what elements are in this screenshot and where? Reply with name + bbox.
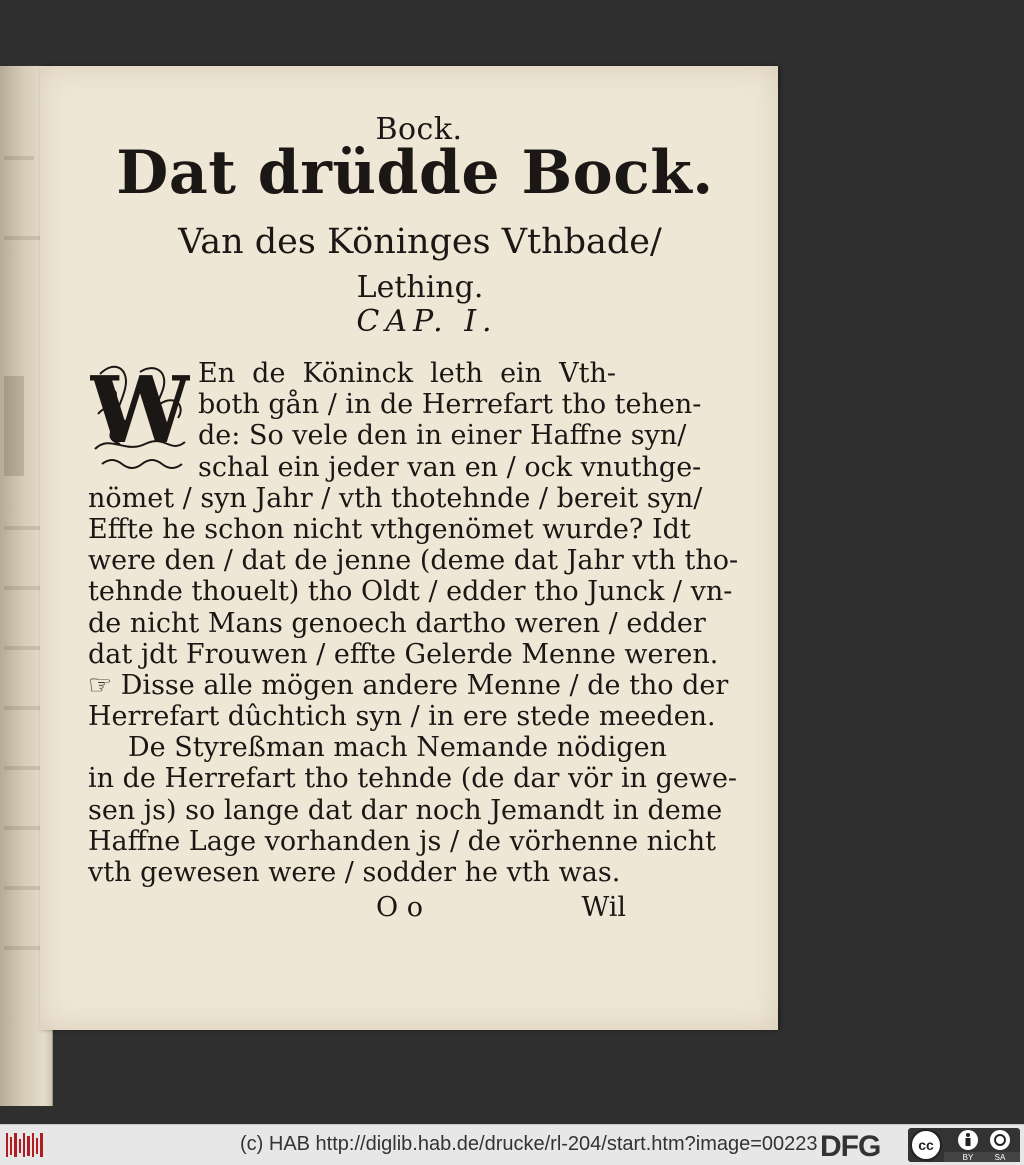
barcode-icon xyxy=(6,1131,46,1159)
book-page xyxy=(40,66,778,1030)
text-line: En de Köninck leth ein Vth- xyxy=(198,358,616,389)
text-line: Effte he schon nicht vthgenömet wurde? Idt xyxy=(88,513,691,545)
text-line: nömet / syn Jahr / vth thotehnde / bereit syn/ xyxy=(88,482,703,514)
copyright-link[interactable]: (c) HAB http://diglib.hab.de/drucke/rl-204/start.htm?image=00223 xyxy=(240,1133,818,1155)
chapter-heading: CAP. I. xyxy=(356,304,498,339)
page-title: Dat drüdde Bock. xyxy=(116,138,714,208)
cc-icon xyxy=(911,1130,941,1160)
text-line: ☞ Disse alle mögen andere Menne / de tho der xyxy=(88,669,729,701)
text-line: de: So vele den in einer Haffne syn/ xyxy=(198,420,687,452)
text-line: sen js) so lange dat dar noch Jemandt in deme xyxy=(88,794,723,826)
by-icon xyxy=(958,1130,978,1150)
text-line: de nicht Mans genoech dartho weren / edder xyxy=(88,607,706,639)
subtitle-line-1: Van des Köninges Vthbade/ xyxy=(178,222,662,262)
license-by-label: BY xyxy=(962,1153,974,1162)
page-footer-marks xyxy=(376,892,626,926)
text-line: tehnde thouelt) tho Oldt / edder tho Junck / vn- xyxy=(88,576,733,608)
svg-text:cc: cc xyxy=(918,1137,934,1153)
footer-bar xyxy=(0,1124,1024,1165)
catchword: Wil xyxy=(581,892,626,923)
text-line: Herrefart dûchtich syn / in ere stede meeden. xyxy=(88,701,716,733)
signature-mark: O o xyxy=(376,892,423,923)
text-line: in de Herrefart tho tehnde (de dar vör in gewe- xyxy=(88,763,738,795)
running-head: Bock. xyxy=(375,112,463,147)
initial-letter: W xyxy=(90,356,190,464)
text-line: were den / dat de jenne (deme dat Jahr vth tho- xyxy=(88,545,739,577)
license-sa-label: SA xyxy=(994,1153,1006,1162)
text-line: schal ein jeder van en / ock vnuthge- xyxy=(198,451,702,483)
text-line: De Styreßman mach Nemande nödigen xyxy=(128,732,667,764)
body-text xyxy=(88,358,739,888)
text-line: dat jdt Frouwen / effte Gelerde Menne weren. xyxy=(88,638,719,670)
cc-by-sa-license-badge[interactable] xyxy=(908,1128,1020,1162)
sa-icon xyxy=(990,1130,1010,1150)
text-line: both gån / in de Herrefart tho tehen- xyxy=(198,389,702,421)
text-line: Haffne Lage vorhanden js / de vörhenne nicht xyxy=(88,825,717,857)
dfg-logo: DFG xyxy=(820,1130,881,1163)
text-line: vth gewesen were / sodder he vth was. xyxy=(88,857,621,888)
subtitle-line-2: Lething. xyxy=(356,270,484,305)
